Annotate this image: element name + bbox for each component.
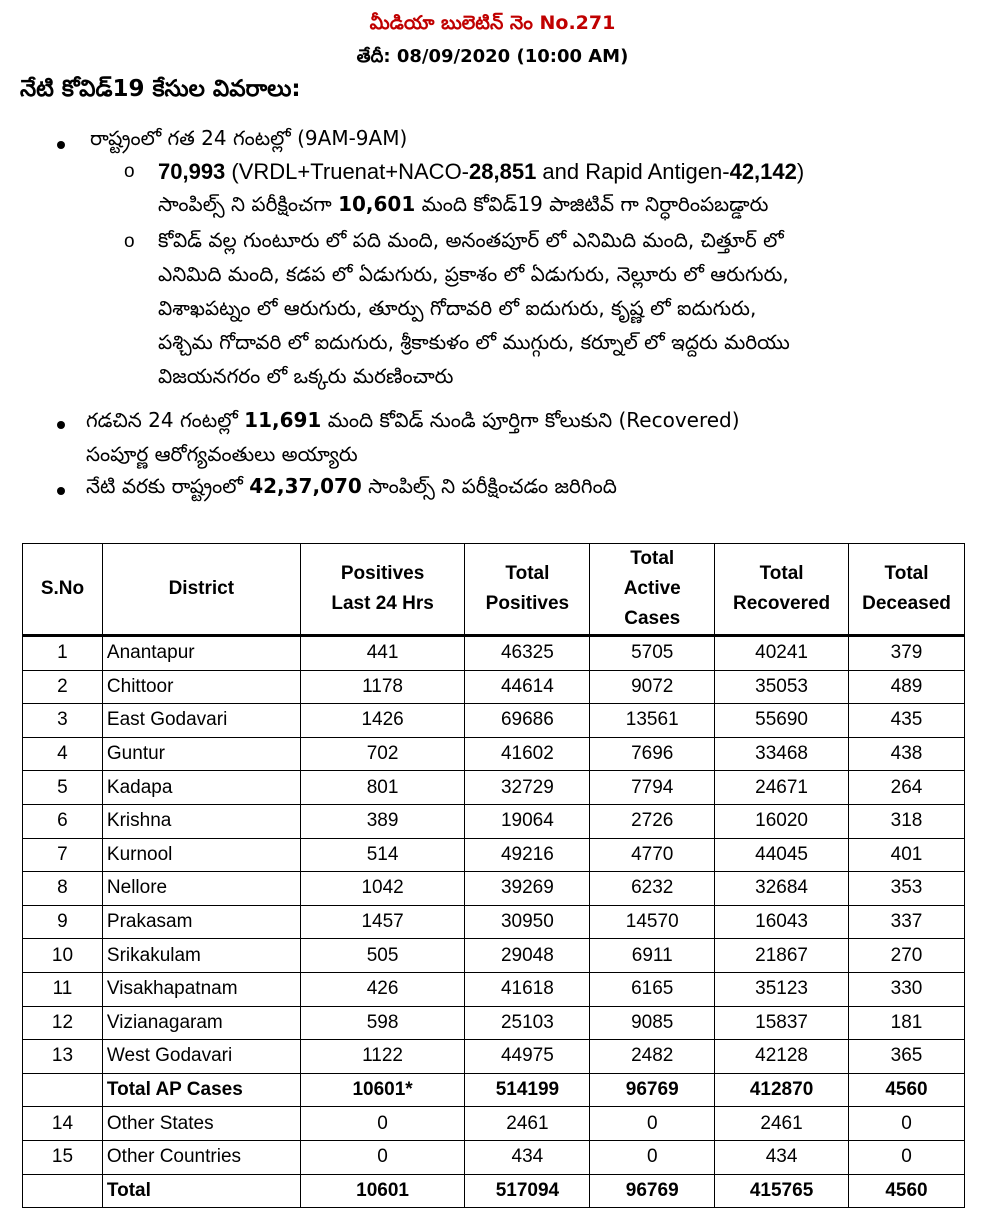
table-cell: 15837	[715, 1006, 849, 1040]
table-cell: 489	[849, 670, 965, 704]
table-row	[23, 636, 965, 671]
column-header-line: Positives	[485, 593, 570, 614]
column-header-line: Last 24 Hrs	[331, 593, 434, 614]
table-cell: 0	[849, 1107, 965, 1141]
date-label: తేదీ	[356, 46, 384, 67]
table-row	[23, 1140, 965, 1174]
table-row	[23, 972, 965, 1006]
table-cell: 29048	[465, 939, 590, 973]
section-heading: నేటి కోవిడ్19 కేసుల వివరాలు:	[20, 76, 301, 102]
table-cell: 96769	[590, 1174, 715, 1208]
table-cell: Other Countries	[102, 1140, 300, 1174]
deaths-line-5: విజయనగరం లో ఒక్కరు మరణించారు	[158, 364, 454, 388]
table-cell: Chittoor	[102, 670, 300, 704]
table-cell: Anantapur	[102, 636, 300, 671]
table-cell	[23, 1174, 103, 1208]
table-cell: Guntur	[102, 737, 300, 771]
table-cell: 337	[849, 905, 965, 939]
column-header	[102, 544, 300, 636]
table-cell	[23, 1073, 103, 1107]
deaths-line-1: కోవిడ్ వల్ల గుంటూరు లో పది మంది, అనంతపూర్ లో ఎనిమిది మంది, చిత్తూర్ లో	[158, 228, 784, 252]
bullet-dot	[57, 141, 65, 149]
table-cell: 19064	[465, 804, 590, 838]
recovered-line-2: సంపూర్ణ ఆరోగ్యవంతులు అయ్యారు	[86, 442, 358, 466]
table-cell: 517094	[465, 1174, 590, 1208]
samples-text-c: సాంపిల్స్ ని పరీక్షించడం జరిగింది	[361, 474, 617, 498]
column-header-line: Total	[505, 563, 550, 584]
table-header-row	[23, 544, 965, 636]
samples-line	[86, 474, 617, 503]
column-header-line: Total	[630, 548, 675, 569]
column-header	[849, 544, 965, 636]
tests-text-c: and Rapid Antigen-	[536, 159, 730, 184]
table-cell: 264	[849, 771, 965, 805]
table-cell: 35123	[715, 972, 849, 1006]
table-cell: East Godavari	[102, 704, 300, 738]
table-cell: 270	[849, 939, 965, 973]
tests-text-a: (VRDL+Truenat+NACO-	[225, 159, 470, 184]
table-cell: 6232	[590, 872, 715, 906]
sub-bullet-marker: o	[124, 231, 135, 252]
table-row	[23, 771, 965, 805]
table-cell: 7696	[590, 737, 715, 771]
table-cell: Krishna	[102, 804, 300, 838]
table-cell: 25103	[465, 1006, 590, 1040]
table-cell: 1426	[300, 704, 465, 738]
deaths-line-4: పశ్చిమ గోదావరి లో ఐదుగురు, శ్రీకాకుళం లో ముగ్గురు, కర్నూల్ లో ఇద్దరు మరియు	[158, 330, 790, 354]
table-cell: 412870	[715, 1073, 849, 1107]
recovered-text-c: మంది కోవిడ్ నుండి పూర్తిగా కోలుకుని (Recovered)	[321, 408, 740, 432]
table-cell: 10	[23, 939, 103, 973]
table-cell: 14570	[590, 905, 715, 939]
column-header	[300, 544, 465, 636]
table-cell: 7794	[590, 771, 715, 805]
table-cell: Visakhapatnam	[102, 972, 300, 1006]
column-header	[590, 544, 715, 636]
column-header	[465, 544, 590, 636]
table-cell: 44614	[465, 670, 590, 704]
table-cell: 6165	[590, 972, 715, 1006]
district-cases-table	[22, 543, 965, 1208]
table-cell: Kurnool	[102, 838, 300, 872]
table-cell: 6	[23, 804, 103, 838]
table-cell: 55690	[715, 704, 849, 738]
table-cell: 41618	[465, 972, 590, 1006]
table-cell: 2461	[715, 1107, 849, 1141]
deaths-line-2: ఎనిమిది మంది, కడప లో ఏడుగురు, ప్రకాశం లో ఏడుగురు, నెల్లూరు లో ఆరుగురు,	[158, 262, 789, 286]
table-cell: 0	[849, 1140, 965, 1174]
table-cell: 434	[465, 1140, 590, 1174]
recovered-count: 11,691	[244, 408, 322, 432]
table-row	[23, 872, 965, 906]
table-cell: 318	[849, 804, 965, 838]
table-cell: 0	[300, 1107, 465, 1141]
table-cell: 2461	[465, 1107, 590, 1141]
table-cell: 9085	[590, 1006, 715, 1040]
table-body	[23, 636, 965, 1208]
table-cell: Total	[102, 1174, 300, 1208]
table-row	[23, 1006, 965, 1040]
table-cell: 0	[590, 1140, 715, 1174]
table-cell: 4770	[590, 838, 715, 872]
table-row	[23, 704, 965, 738]
table-cell: 10601*	[300, 1073, 465, 1107]
table-cell: 598	[300, 1006, 465, 1040]
table-cell: 401	[849, 838, 965, 872]
table-cell: 41602	[465, 737, 590, 771]
table-cell: 13	[23, 1040, 103, 1074]
table-row	[23, 1174, 965, 1208]
table-cell: 11	[23, 972, 103, 1006]
table-cell: 1122	[300, 1040, 465, 1074]
table-cell: 40241	[715, 636, 849, 671]
sub-bullet-marker: o	[124, 161, 135, 182]
table-cell: 514199	[465, 1073, 590, 1107]
table-row	[23, 804, 965, 838]
table-cell: 69686	[465, 704, 590, 738]
table-cell: 15	[23, 1140, 103, 1174]
table-cell: 32729	[465, 771, 590, 805]
tests-total: 70,993	[158, 159, 226, 184]
column-header	[715, 544, 849, 636]
tests-rapid: 42,142	[729, 159, 797, 184]
column-header-line: Active Cases	[623, 578, 681, 629]
table-cell: 434	[715, 1140, 849, 1174]
table-row	[23, 1073, 965, 1107]
table-cell: 702	[300, 737, 465, 771]
table-cell: Prakasam	[102, 905, 300, 939]
table-cell: 9	[23, 905, 103, 939]
table-cell: 39269	[465, 872, 590, 906]
table-cell: 0	[300, 1140, 465, 1174]
table-cell: 14	[23, 1107, 103, 1141]
table-row	[23, 737, 965, 771]
table-cell: 10601	[300, 1174, 465, 1208]
table-row	[23, 939, 965, 973]
table-cell: Other States	[102, 1107, 300, 1141]
table-row	[23, 838, 965, 872]
table-cell: 3	[23, 704, 103, 738]
table-cell: West Godavari	[102, 1040, 300, 1074]
table-cell: 16043	[715, 905, 849, 939]
table-cell: 379	[849, 636, 965, 671]
table-cell: 1042	[300, 872, 465, 906]
table-cell: 12	[23, 1006, 103, 1040]
table-cell: 438	[849, 737, 965, 771]
table-cell: 441	[300, 636, 465, 671]
table-cell: 4560	[849, 1174, 965, 1208]
table-cell: Total AP Cases	[102, 1073, 300, 1107]
tests-line	[158, 159, 804, 185]
date-value: : 08/09/2020 (10:00 AM)	[383, 46, 629, 67]
table-cell: 35053	[715, 670, 849, 704]
tests-naco: 28,851	[469, 159, 537, 184]
bullet-dot	[57, 487, 65, 495]
table-cell: 32684	[715, 872, 849, 906]
table-cell: 9072	[590, 670, 715, 704]
tests-text-e: )	[796, 159, 805, 184]
table-cell: 330	[849, 972, 965, 1006]
table-cell: 30950	[465, 905, 590, 939]
column-header	[23, 544, 103, 636]
table-cell: Srikakulam	[102, 939, 300, 973]
table-cell: 1457	[300, 905, 465, 939]
table-cell: 2	[23, 670, 103, 704]
samples-text-a: నేటి వరకు రాష్ట్రంలో	[86, 474, 250, 498]
table-row	[23, 670, 965, 704]
column-header-line: S.No	[40, 578, 85, 599]
table-cell: 353	[849, 872, 965, 906]
positives-text-a: సాంపిల్స్ ని పరీక్షించగా	[158, 192, 339, 216]
positives-line	[158, 192, 768, 221]
table-cell: 44975	[465, 1040, 590, 1074]
table-cell: 21867	[715, 939, 849, 973]
table-cell: 8	[23, 872, 103, 906]
column-header-line: Recovered	[732, 593, 831, 614]
table-cell: 6911	[590, 939, 715, 973]
table-cell: 13561	[590, 704, 715, 738]
table-cell: 42128	[715, 1040, 849, 1074]
bulletin-title: మీడియా బులెటిన్ నెం No.271	[369, 12, 616, 34]
table-cell: 426	[300, 972, 465, 1006]
table-cell: Nellore	[102, 872, 300, 906]
column-header-line: District	[168, 578, 235, 599]
samples-count: 42,37,070	[249, 474, 362, 498]
table-row	[23, 1040, 965, 1074]
table-cell: 5	[23, 771, 103, 805]
table-row	[23, 905, 965, 939]
deaths-line-3: విశాఖపట్నం లో ఆరుగురు, తూర్పు గోదావరి లో ఐదుగురు, కృష్ణ లో ఐదుగురు,	[158, 296, 757, 320]
table-cell: 1178	[300, 670, 465, 704]
recovered-text-a: గడచిన 24 గంటల్లో	[86, 408, 245, 432]
table-cell: 4	[23, 737, 103, 771]
table-cell: 415765	[715, 1174, 849, 1208]
column-header-line: Total	[759, 563, 804, 584]
table-cell: 5705	[590, 636, 715, 671]
recovered-line-1	[86, 408, 740, 437]
table-cell: 4560	[849, 1073, 965, 1107]
table-cell: 24671	[715, 771, 849, 805]
table-cell: 44045	[715, 838, 849, 872]
table-cell: 181	[849, 1006, 965, 1040]
table-cell: 435	[849, 704, 965, 738]
table-cell: 801	[300, 771, 465, 805]
table-cell: 46325	[465, 636, 590, 671]
column-header-line: Total	[884, 563, 929, 584]
table-cell: Vizianagaram	[102, 1006, 300, 1040]
bullet-1-text: రాష్ట్రంలో గత 24 గంటల్లో (9AM-9AM)	[90, 126, 408, 150]
column-header-line: Positives	[340, 563, 425, 584]
positives-count: 10,601	[338, 192, 416, 216]
column-header-line: Deceased	[862, 593, 951, 614]
table-cell: 7	[23, 838, 103, 872]
table-row	[23, 1107, 965, 1141]
table-cell: 96769	[590, 1073, 715, 1107]
positives-text-c: మంది కోవిడ్19 పాజిటివ్ గా నిర్ధారింపబడ్డారు	[415, 192, 769, 216]
table-cell: Kadapa	[102, 771, 300, 805]
table-cell: 389	[300, 804, 465, 838]
table-cell: 0	[590, 1107, 715, 1141]
table-cell: 49216	[465, 838, 590, 872]
table-cell: 33468	[715, 737, 849, 771]
table-cell: 365	[849, 1040, 965, 1074]
table-cell: 514	[300, 838, 465, 872]
table-cell: 2726	[590, 804, 715, 838]
table-cell: 16020	[715, 804, 849, 838]
table-cell: 1	[23, 636, 103, 671]
bullet-dot	[57, 421, 65, 429]
table-cell: 505	[300, 939, 465, 973]
bulletin-date	[0, 46, 985, 71]
table-cell: 2482	[590, 1040, 715, 1074]
